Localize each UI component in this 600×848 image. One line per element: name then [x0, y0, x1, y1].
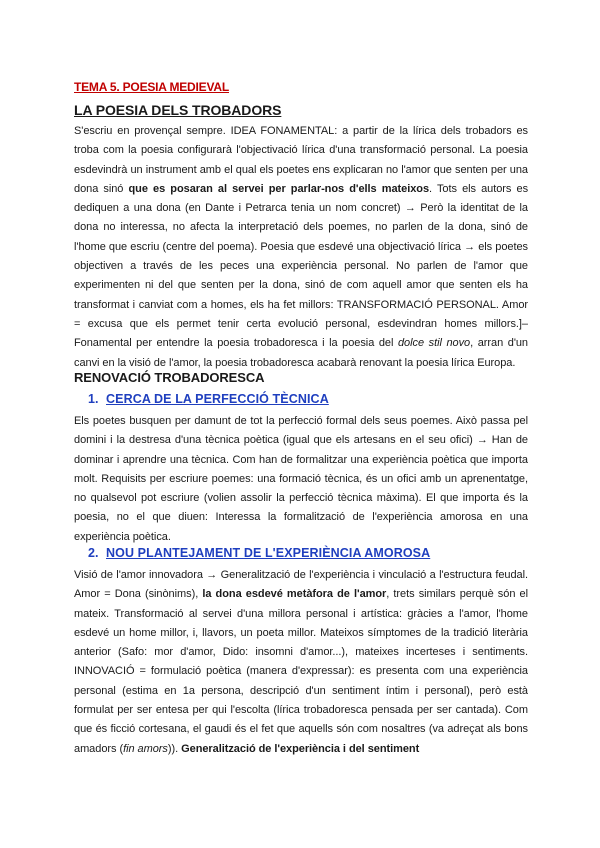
section-label: CERCA DE LA PERFECCIÓ TÈCNICA: [106, 392, 329, 406]
bold-run: la dona esdevé metàfora de l'amor: [202, 588, 387, 601]
heading-renovacio: RENOVACIÓ TROBADORESCA: [74, 370, 265, 385]
text-run: S'escriu en provençal sempre. IDEA FONAMENTAL: a partir de la lírica dels trobadors es troba com la poesia configurarà l'objectivació lírica d'una transformació personal. La poesia esdevindrà un instrument amb el qual els poetes ens explicaran no l'amor que senten per una dona sinó: [74, 125, 528, 195]
bold-run: que es posaran al servei per parlar-nos d'ells mateixos: [128, 182, 430, 195]
section-number: 2.: [88, 546, 99, 560]
heading-trobadors: LA POESIA DELS TROBADORS: [74, 102, 282, 118]
text-run: Els poetes busquen per damunt de tot la perfecció formal dels seus poemes. Això passa pel domini i la destresa d'una tècnica poètica (igual que els artesans en el seu ofici) → Han de dominar i aprendre una tècnica. Com han de formalitzar una experiència poètica que importa molt. Requisits per escriure poemes: una formació tècnica, és un ofici amb un aprenentatge, no qualsevol pot escriure (volien assolir la perfecció tècnica màxima). El que importa és la poesia, no el que diuen: Interessa la formalització de l'experiència amorosa en una experiència poètica.: [74, 415, 528, 543]
text-run: )).: [167, 742, 182, 755]
text-run: Visió de l'amor innovadora → Generalització de l'experiència i vinculació a l'estructura feudal. Amor = Dona (sinònims),: [74, 569, 528, 601]
italic-run: dolce stil novo: [397, 337, 471, 350]
section-heading-1: [88, 392, 329, 406]
paragraph-intro: [74, 122, 528, 373]
paragraph-amor: [74, 566, 528, 759]
italic-run: fin amors: [123, 742, 168, 755]
document-title: TEMA 5. POESIA MEDIEVAL: [74, 80, 229, 94]
bold-run: Generalització de l'experiència i del sentiment: [181, 742, 420, 755]
text-run: , trets similars perquè són el mateix. Transformació al servei d'una millora personal i artística: gràcies a l'amor, l'home esdevé un home millor, i, llavors, un poeta millor. Mateixos símptomes de la tradició literària anterior (Safo: mor d'amor, Dido: insomni d'amor...), mateixes incerteses i sentiments. INNOVACIÓ = formulació poètica (manera d'expressar): es presenta com una experiència personal (estima en 1a persona, descripció d'un sentiment íntim i personal), però està formulat per ser entesa per qui l'escolta (lírica trobadoresca pensada per ser cantada). Com que és ficció cortesana, el gaudi és el fet que aquells són com nosaltres (va adreçat als bons amadors (: [74, 588, 528, 755]
paragraph-perfeccio: [74, 412, 528, 547]
text-run: . Tots els autors es dediquen a una dona (en Dante i Petrarca tenia un nom concret) → Però la identitat de la dona no interessa, no afecta la interpretació dels poemes, no parlen de la dona, sinó de l'home que escriu (centre del poema). Poesia que esdevé una objectivació lírica → els poetes objectiven a través de les peces una experiència personal. No parlen de l'amor que experimenten ni del que senten per la dona, sinó de com aquell amor que senten els ha transformat i canviat com a homes, els ha fet millors: TRANSFORMACIÓ PERSONAL. Amor = excusa que els permet tenir certa evolució personal, esdevindran homes millors.]– Fonamental per entendre la poesia trobadoresca i la poesia del: [74, 182, 529, 350]
section-label: NOU PLANTEJAMENT DE L'EXPERIÈNCIA AMOROSA: [106, 546, 431, 560]
text-run: , arran d'un canvi en la visió de l'amor, la poesia trobadoresca acabarà renovant la poesia lírica Europa.: [74, 337, 529, 369]
section-heading-2: [88, 546, 430, 560]
section-number: 1.: [88, 392, 99, 406]
